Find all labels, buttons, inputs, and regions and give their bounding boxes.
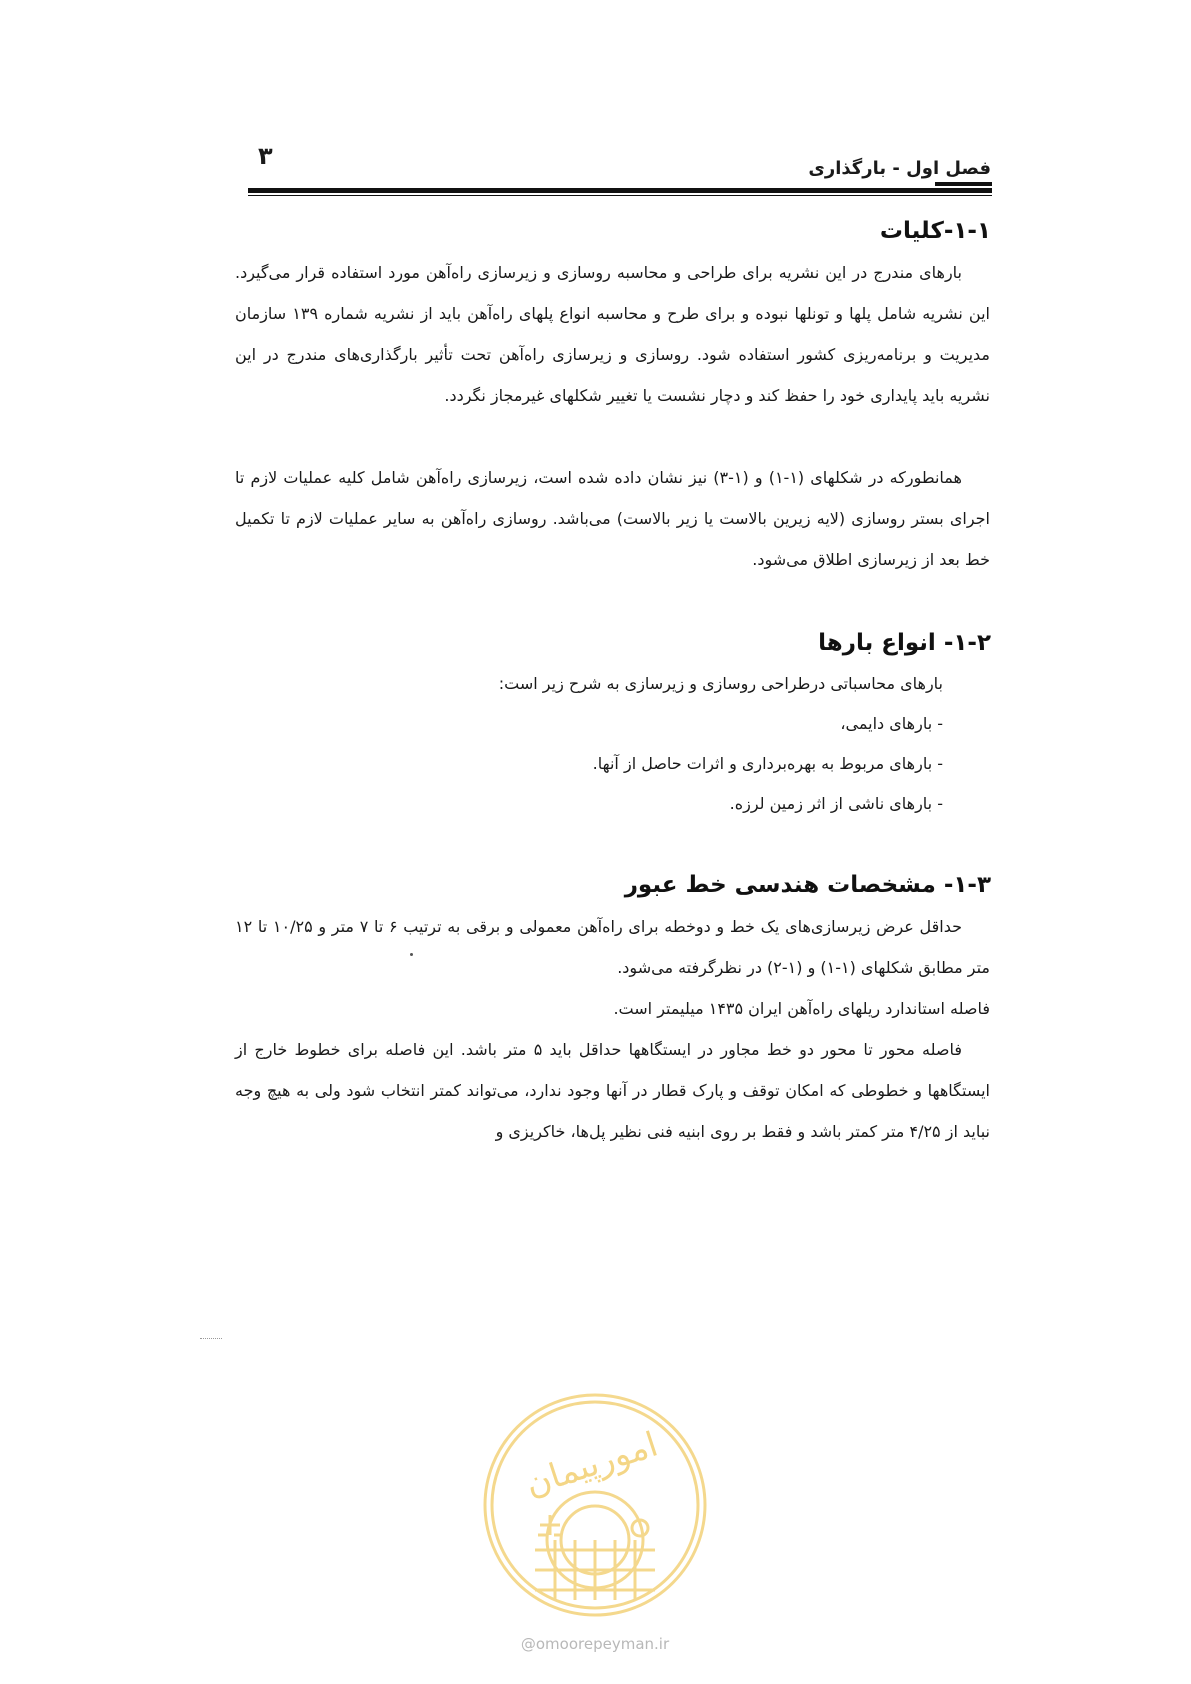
header-rule-thin	[248, 195, 992, 196]
load-types-list	[593, 704, 943, 824]
header-rule-tick	[935, 182, 992, 186]
watermark-logo-text: امورپیمان	[520, 1424, 663, 1505]
watermark-url: @omoorepeyman.ir	[520, 1635, 670, 1653]
paragraph: حداقل عرض زیرسازی‌های یک خط و دوخطه برای راه‌آهن معمولی و برقی به ترتیب ۶ تا ۷ متر و ۱۰/۲۵ تا ۱۲ متر مطابق شکلهای (۱-۱) و (۱-۲) در نظرگرفته می‌شود.	[235, 917, 990, 977]
scan-mark	[200, 1338, 222, 1341]
list-item: - بارهای مربوط به بهره‌برداری و اثرات حاصل از آنها.	[592, 754, 943, 773]
section-heading-3: ۱-۳- مشخصات هندسی خط عبور	[624, 872, 991, 898]
paragraph: فاصله استاندارد ریلهای راه‌آهن ایران ۱۴۳۵ میلیمتر است.	[613, 999, 990, 1018]
list-item: - بارهای ناشی از اثر زمین لرزه.	[729, 794, 943, 813]
watermark-logo	[480, 1390, 710, 1620]
page-number: ۳	[258, 142, 273, 170]
section-heading-1: ۱-۱-کلیات	[879, 218, 991, 244]
paragraph: بارهای مندرج در این نشریه برای طراحی و محاسبه روسازی و زیرسازی راه‌آهن مورد استفاده قرار می‌گیرد. این نشریه شامل پلها و تونلها نبوده و برای طرح و محاسبه انواع پلهای راه‌آهن باید از نشریه شماره ۱۳۹ سازمان مدیریت و برنامه‌ریزی کشور استفاده شود. روسازی و زیرسازی راه‌آهن تحت تأثیر بارگذاری‌های مندرج در این نشریه باید پایداری خود را حفظ کند و دچار نشست یا تغییر شکلهای غیرمجاز نگردد.	[235, 263, 990, 405]
paragraph: فاصله محور تا محور دو خط مجاور در ایستگاهها حداقل باید ۵ متر باشد. این فاصله برای خطوط خارج از ایستگاهها و خطوطی که امکان توقف و پارک قطار در آنها وجود ندارد، می‌تواند کمتر انتخاب شود ولی به هیچ وجه نباید از ۴/۲۵ متر کمتر باشد و فقط بر روی ابنیه فنی نظیر پل‌ها، خاکریزی و	[235, 1040, 990, 1141]
list-item: - بارهای دایمی،	[840, 714, 943, 733]
paragraph: همانطورکه در شکلهای (۱-۱) و (۱-۳) نیز نشان داده شده است، زیرسازی راه‌آهن شامل کلیه عملیات لازم تا اجرای بستر روسازی (لایه زیرین بالاست یا زیر بالاست) می‌باشد. روسازی راه‌آهن به سایر عملیات لازم تا تکمیل خط بعد از زیرسازی اطلاق می‌شود.	[235, 468, 990, 569]
chapter-title: فصل اول - بارگذاری	[808, 158, 991, 179]
header-rule	[248, 188, 992, 193]
section-heading-2: ۱-۲- انواع بارها	[818, 630, 991, 656]
list-intro: بارهای محاسباتی درطراحی روسازی و زیرسازی به شرح زیر است:	[498, 674, 943, 693]
